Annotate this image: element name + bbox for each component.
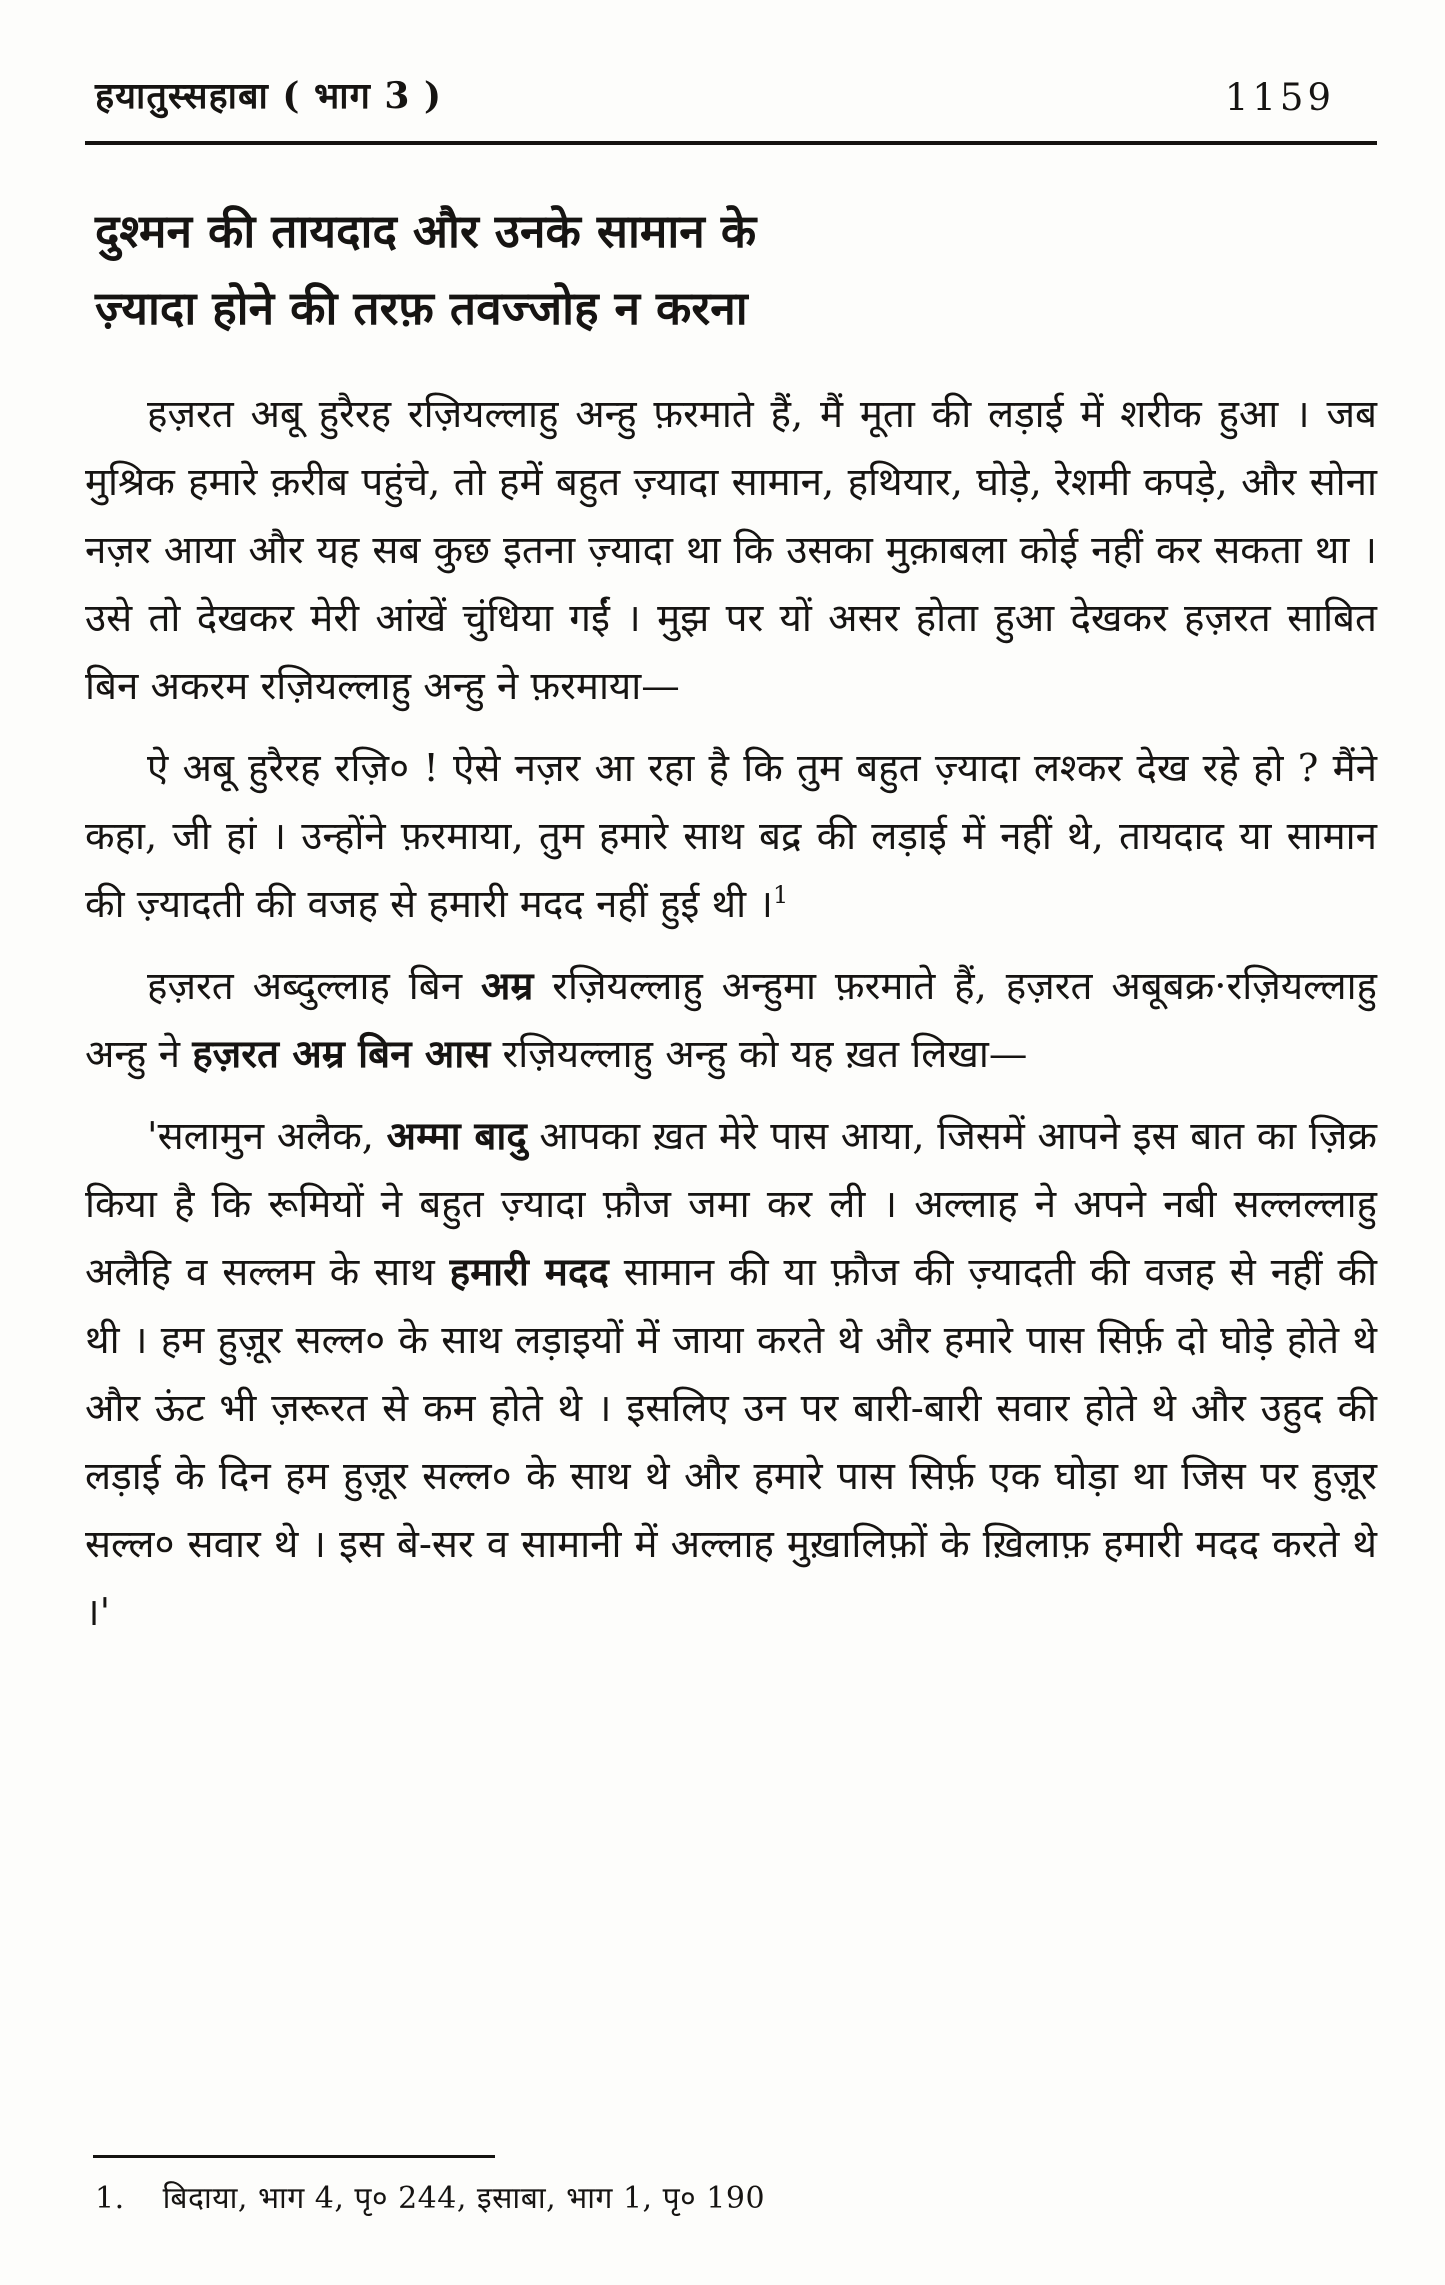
footnote <box>85 2176 1377 2217</box>
paragraph-run: हज़रत अब्दुल्लाह बिन <box>147 964 481 1009</box>
paragraph-abu-hurairah <box>85 381 1377 721</box>
paragraph-run-bold: हमारी मदद <box>449 1250 609 1295</box>
footnote-text: बिदाया, भाग 4, पृ० 244, इसाबा, भाग 1, पृ० 190 <box>162 2181 766 2216</box>
paragraph-text: हज़रत अबू हुरैरह रज़ियल्लाहु अन्हु फ़रमाते हैं, मैं मूता की लड़ाई में शरीक हुआ । जब मुश्रिक हमारे क़रीब पहुंचे, तो हमें बहुत ज़्यादा सामान, हथियार, घोड़े, रेशमी कपड़े, और सोना नज़र आया और यह सब कुछ इतना ज़्यादा था कि उसका मुक़ाबला कोई नहीं कर सकता था । उसे तो देखकर मेरी आंखें चुंधिया गईं । मुझ पर यों असर होता हुआ देखकर हज़रत साबित बिन अकरम रज़ियल्लाहु अन्हु ने फ़रमाया— <box>85 392 1377 709</box>
paragraph-letter <box>85 1103 1377 1647</box>
paragraph-abdullah-bin-amr <box>85 953 1377 1089</box>
footnote-number: 1. <box>95 2181 125 2216</box>
body-text <box>85 381 1377 1647</box>
paragraph-run-bold: अम्र <box>480 964 534 1009</box>
header-rule <box>85 141 1377 145</box>
book-title: हयातुस्सहाबा ( भाग 3 ) <box>95 75 443 117</box>
paragraph-run: रज़ियल्लाहु अन्हु को यह ख़त लिखा— <box>490 1032 1028 1077</box>
footnote-marker: 1 <box>772 881 789 910</box>
page-number: 1159 <box>1224 76 1335 119</box>
paragraph-run: आपका ख़त मेरे पास आया, जिसमें आपने इस बात का ज़िक्र किया है कि रूमियों ने बहुत ज़्यादा फ़ौज जमा कर ली । अल्लाह ने अपने नबी सल्लल्लाहु अलैहि व सल्लम के साथ <box>85 1114 1377 1295</box>
section-heading-line-2: ज़्यादा होने की तरफ़ तवज्जोह न करना <box>95 281 748 335</box>
footnote-area <box>85 2155 1377 2217</box>
paragraph-run-bold: हज़रत अम्र बिन आस <box>192 1032 491 1077</box>
paragraph-text: ऐ अबू हुरैरह रज़ि० ! ऐसे नज़र आ रहा है कि तुम बहुत ज़्यादा लश्कर देख रहे हो ? मैंने कहा, जी हां । उन्होंने फ़रमाया, तुम हमारे साथ बद्र की लड़ाई में नहीं थे, तायदाद या सामान की ज़्यादती की वजह से हमारी मदद नहीं हुई थी । <box>85 746 1377 927</box>
footnote-rule <box>93 2155 495 2158</box>
paragraph-run: 'सलामुन अलैक, <box>147 1114 387 1159</box>
section-heading-line-1: दुश्मन की तायदाद और उनके सामान के <box>95 204 757 258</box>
paragraph-run: रज़ियल्लाहु अन्हुमा फ़रमाते हैं, हज़रत अबूबक्र·रज़ियल्लाहु अन्हु ने <box>85 964 1377 1077</box>
paragraph-run: सामान की या फ़ौज की ज़्यादती की वजह से नहीं की थी । हम हुज़ूर सल्ल० के साथ लड़ाइयों में जाया करते थे और हमारे पास सिर्फ़ दो घोड़े होते थे और ऊंट भी ज़रूरत से कम होते थे । इसलिए उन पर बारी-बारी सवार होते थे और उहुद की लड़ाई के दिन हम हुज़ूर सल्ल० के साथ थे और हमारे पास सिर्फ़ एक घोड़ा था जिस पर हुज़ूर सल्ल० सवार थे । इस बे-सर व सामानी में अल्लाह मुख़ालिफ़ों के ख़िलाफ़ हमारी मदद करते थे ।' <box>85 1250 1377 1635</box>
paragraph-thabit-reply <box>85 735 1377 939</box>
paragraph-run-bold: अम्मा बादु <box>386 1114 527 1159</box>
page-header <box>85 60 1375 119</box>
section-heading <box>95 193 1375 347</box>
